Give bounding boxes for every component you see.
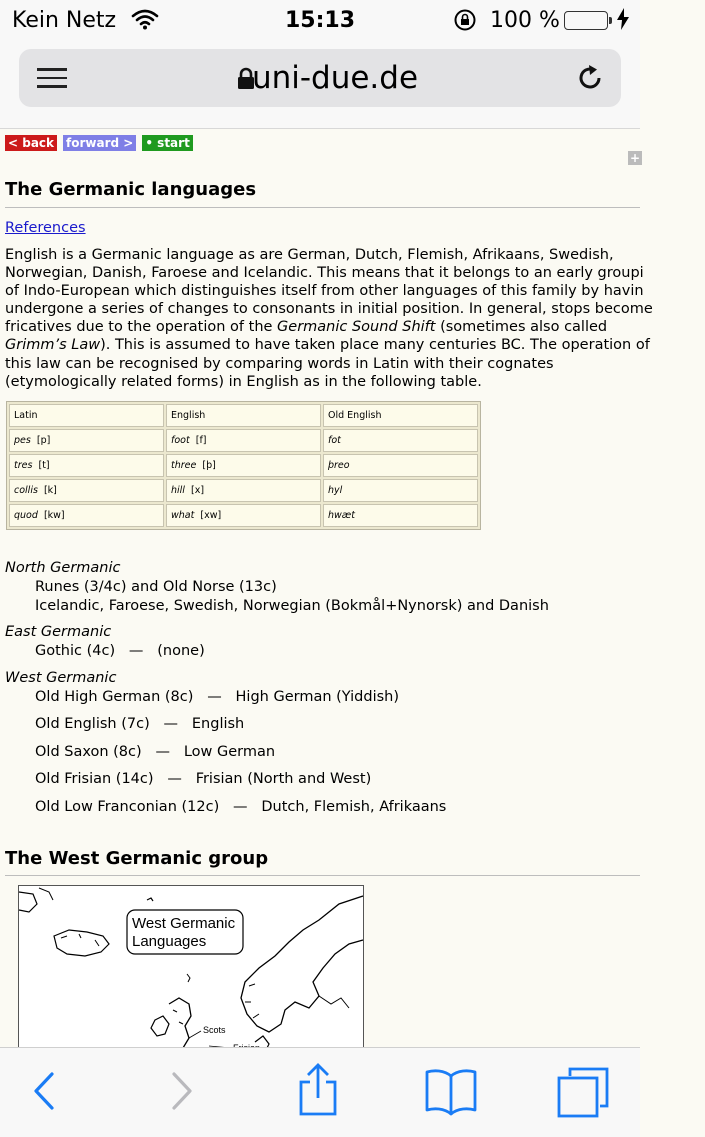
table-cell: fot	[323, 429, 478, 452]
table-cell: tres [t]	[9, 454, 164, 477]
table-header: English	[166, 404, 321, 427]
west-germanic-map	[18, 885, 364, 1057]
intro-line: undergone a series of changes to consonants in initial position. In general, stops become	[5, 301, 653, 318]
chevron-left-icon	[28, 1068, 58, 1114]
web-content	[0, 129, 653, 1047]
map-label-line1: West Germanic	[132, 915, 236, 932]
table-cell: foot [f]	[166, 429, 321, 452]
battery-tip	[609, 17, 612, 24]
table-row	[9, 454, 478, 477]
west-germanic-item: Old Low Franconian (12c) — Dutch, Flemish, Afrikaans	[35, 799, 447, 815]
map-label-line2: Languages	[132, 933, 207, 950]
address-bar[interactable]	[19, 49, 621, 107]
browser-header	[0, 44, 640, 129]
chevron-right-icon	[168, 1068, 198, 1114]
forward-button[interactable]	[168, 1068, 198, 1118]
table-cell: quod [kw]	[9, 504, 164, 527]
section-title-west-germanic: The West Germanic group	[5, 848, 269, 869]
page-title: The Germanic languages	[5, 179, 257, 200]
table-cell: hyl	[323, 479, 478, 502]
bookmarks-button[interactable]	[424, 1066, 478, 1120]
carrier-label: Kein Netz	[12, 8, 117, 33]
share-button[interactable]	[296, 1062, 340, 1122]
table-header: Latin	[9, 404, 164, 427]
west-germanic-item: Old Saxon (8c) — Low German	[35, 744, 276, 760]
north-germanic-heading: North Germanic	[5, 560, 121, 576]
west-germanic-item: Old Frisian (14c) — Frisian (North and West)	[35, 771, 372, 787]
battery-percent: 100 %	[490, 8, 560, 33]
north-germanic-item: Runes (3/4c) and Old Norse (13c)	[35, 579, 277, 595]
share-icon	[296, 1062, 340, 1118]
back-button[interactable]	[28, 1068, 58, 1118]
west-germanic-heading: West Germanic	[5, 670, 117, 686]
west-germanic-item: Old English (7c) — English	[35, 716, 245, 732]
east-germanic-item: Gothic (4c) — (none)	[35, 643, 205, 659]
intro-line: fricatives due to the operation of the Germanic Sound Shift (sometimes also called	[5, 319, 608, 336]
tabs-icon	[556, 1066, 610, 1118]
start-link[interactable]: • start	[142, 135, 192, 151]
page-nav	[5, 132, 199, 151]
references-link[interactable]: References	[5, 220, 86, 236]
map-label-scots: Scots	[203, 1025, 226, 1035]
back-link[interactable]: < back	[5, 135, 57, 151]
table-header-row	[9, 404, 478, 427]
east-germanic-heading: East Germanic	[5, 624, 112, 640]
clock: 15:13	[284, 8, 356, 33]
table-cell: hill [x]	[166, 479, 321, 502]
forward-link[interactable]: forward >	[63, 135, 136, 151]
intro-line: Grimm’s Law). This is assumed to have taken place many centuries BC. The operation of	[5, 337, 650, 354]
intro-line: English is a Germanic language as are German, Dutch, Flemish, Afrikaans, Swedish,	[5, 247, 614, 263]
intro-line: (etymologically related forms) in English as in the following table.	[5, 373, 482, 390]
charging-icon	[617, 8, 629, 35]
table-header: Old English	[323, 404, 478, 427]
table-row	[9, 429, 478, 452]
table-cell: three [þ]	[166, 454, 321, 477]
north-germanic-item: Icelandic, Faroese, Swedish, Norwegian (Bokmål+Nynorsk) and Danish	[35, 598, 549, 614]
reload-icon[interactable]	[575, 63, 605, 97]
west-germanic-item: Old High German (8c) — High German (Yiddish)	[35, 689, 400, 705]
sound-shift-table	[6, 401, 481, 530]
table-cell: collis [k]	[9, 479, 164, 502]
table-row	[9, 479, 478, 502]
table-cell: pes [p]	[9, 429, 164, 452]
table-cell: what [xw]	[166, 504, 321, 527]
battery-icon	[564, 11, 608, 30]
rotation-lock-icon	[453, 8, 477, 38]
intro-line: of Indo-European which distinguishes itself from other languages of this family by havin	[5, 283, 644, 300]
status-bar	[0, 0, 640, 44]
intro-line: this law can be recognised by comparing words in Latin with their cognates	[5, 355, 554, 372]
tabs-button[interactable]	[556, 1066, 610, 1122]
table-cell: þreo	[323, 454, 478, 477]
intro-line: Norwegian, Danish, Faroese and Icelandic. This means that it belongs to an early groupi	[5, 265, 644, 282]
url-domain[interactable]: uni-due.de	[251, 60, 419, 96]
divider	[5, 875, 640, 876]
divider	[5, 207, 640, 208]
browser-toolbar	[0, 1047, 640, 1137]
book-icon	[424, 1066, 478, 1116]
intro-paragraph	[5, 246, 705, 391]
expand-icon[interactable]: +	[629, 151, 641, 165]
map-illustration	[19, 886, 363, 1056]
table-row	[9, 504, 478, 527]
table-cell: hwæt	[323, 504, 478, 527]
